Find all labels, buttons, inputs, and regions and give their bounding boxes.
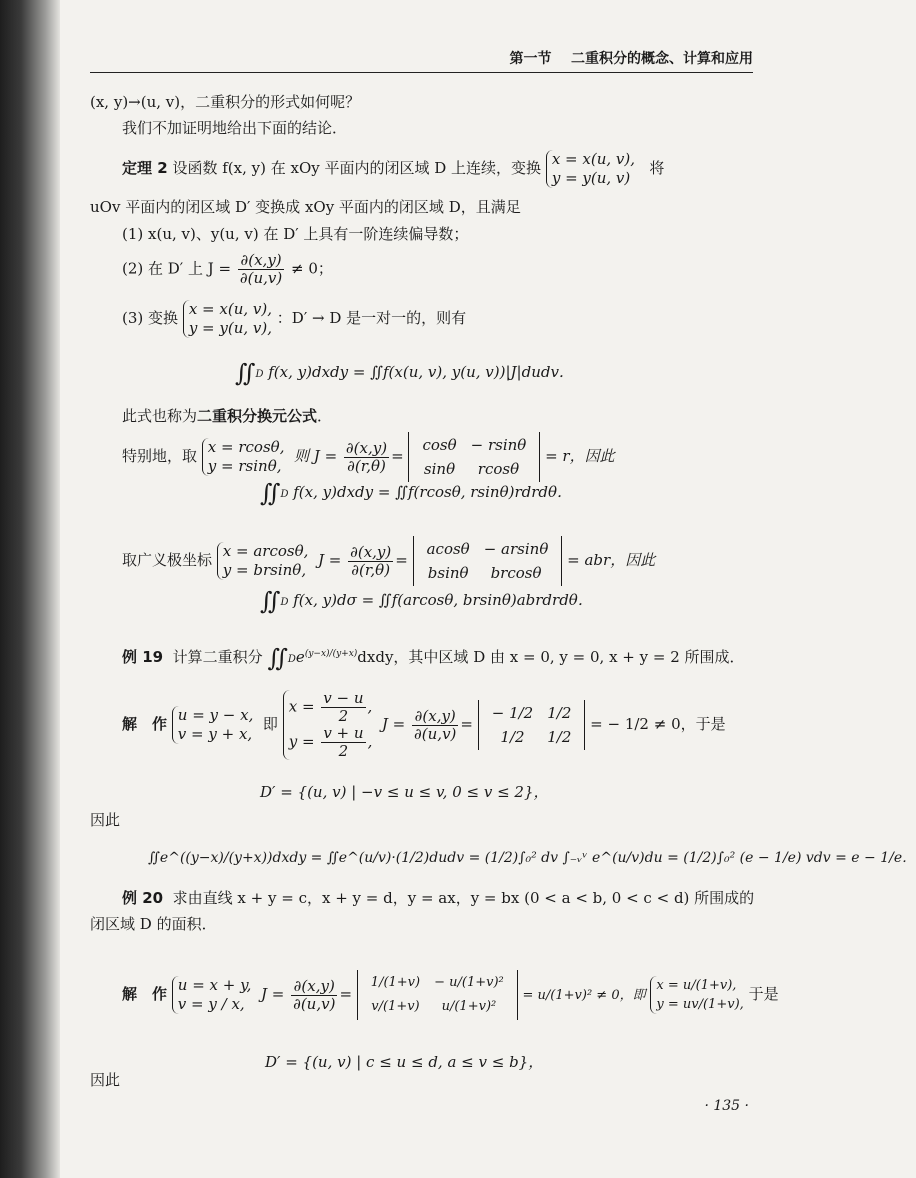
det-cell: 1/2 bbox=[547, 728, 572, 746]
s20-tail: 于是 bbox=[748, 985, 779, 1003]
det-cell: 1/2 bbox=[500, 728, 525, 746]
sys-eq-1: u = x + y, bbox=[177, 976, 252, 994]
header-section: 第一节 bbox=[509, 51, 552, 67]
s20-J: J = bbox=[260, 985, 285, 1003]
formula-example-19: ∬e^((y−x)/(y+x))dxdy = ∬e^(u/v)·(1/2)dudv = (1/2)∫₀² dv ∫₋ᵥᵛ e^(u/v)du = (1/2)∫₀² (e − 1/e) vdv = e − 1/e． bbox=[148, 850, 916, 866]
sys-eq-2: y = y(u, v), bbox=[188, 319, 273, 337]
l8c: ． bbox=[317, 407, 333, 425]
det-cell: 1/2 bbox=[547, 704, 572, 722]
frac-den: ∂(u,v) bbox=[239, 269, 283, 287]
det-cell: brcosθ bbox=[490, 564, 542, 582]
formula-generalized-polar: ∬D f(x, y)dσ = ∬f(arcosθ, brsinθ)abrdrdθ． bbox=[260, 587, 593, 615]
generalized-polar-line: 取广义极坐标 x = arcosθ, y = brsinθ, J = $\frac{\partial(x,y)}{\partial(r,\theta)}$ = acosθ − arsinθ bsinθ brcosθ = abr，因此 bbox=[122, 536, 655, 586]
example-20-line-2: 闭区域 D 的面积． bbox=[90, 915, 217, 933]
solution-20: 解 作 u = x + y, v = y / x, J = $\frac{\partial(x,y)}{\partial(u,v)}$ = 1/(1+v) − u/(1+v)² v/(1+v) u/(1+v)² = u/(1+v)² ≠ 0，即 x = u/(1+v), y = uv/(1+v), 于是 bbox=[122, 970, 779, 1020]
det-cell: − rsinθ bbox=[470, 436, 527, 454]
frac-num: ∂(x,y) bbox=[412, 708, 458, 726]
formula-3-text: f(x, y)dσ = ∬f(arcosθ, brsinθ)abrdrdθ． bbox=[293, 591, 593, 609]
example-tail: dxdy，其中区域 D 由 x = 0, y = 0, x + y = 2 所围成． bbox=[357, 648, 745, 666]
condition-1: (1) x(u, v)、y(u, v) 在 D′ 上具有一阶连续偏导数； bbox=[122, 225, 469, 243]
condition-2 bbox=[122, 252, 333, 287]
s19-region: D′ = {(u, v) | −v ≤ u ≤ v, 0 ≤ v ≤ 2}， bbox=[260, 783, 549, 801]
frac-den: ∂(u,v) bbox=[414, 724, 457, 743]
polar-post: = r，因此 bbox=[545, 447, 615, 465]
s20-inverse-system bbox=[650, 976, 743, 1014]
frac-den: ∂(r,θ) bbox=[347, 456, 386, 475]
condition-3 bbox=[122, 300, 466, 338]
sys-eq-2: v = y / x, bbox=[177, 995, 245, 1013]
c3-system bbox=[183, 300, 272, 338]
sys-eq-2: y = rsinθ, bbox=[207, 457, 282, 475]
sys-eq-1: x = rcosθ, bbox=[207, 438, 285, 456]
example-19: 例 19 计算二重积分 $∬De^{(y-x)/(y+x)}dxdy$，其中区域 D 由 x = 0, y = 0, x + y = 2 所围成． bbox=[122, 644, 745, 672]
polar-jacobian-fraction bbox=[344, 440, 389, 475]
s19-ji: 即 bbox=[262, 715, 278, 733]
s20-system bbox=[172, 976, 252, 1014]
polar-then: 则 J = bbox=[294, 447, 338, 465]
sys-eq-1: u = y − x, bbox=[177, 706, 254, 724]
formula-name: 二重积分换元公式 bbox=[197, 407, 318, 425]
det-cell: − u/(1+v)² bbox=[434, 975, 504, 990]
frac-den: 2 bbox=[338, 742, 349, 760]
header-title: 二重积分的概念、计算和应用 bbox=[571, 51, 753, 67]
det-cell: cosθ bbox=[422, 436, 457, 454]
s19-post: = − 1/2 ≠ 0，于是 bbox=[590, 715, 726, 733]
exponent: (y−x)/(y+x) bbox=[304, 649, 358, 659]
s19-determinant bbox=[478, 700, 586, 750]
frac-num: ∂(x,y) bbox=[345, 438, 388, 457]
double-integral-icon: ∬ bbox=[260, 587, 281, 615]
gpolar-system bbox=[217, 542, 309, 580]
example-20 bbox=[122, 888, 754, 908]
sys-eq-1: x = x(u, v), bbox=[551, 150, 635, 168]
c2-post: ≠ 0； bbox=[291, 259, 333, 278]
polar-line: 特别地，取 x = rcosθ, y = rsinθ, 则 J = $\frac{\partial(x,y)}{\partial(r,\theta)}$ = cosθ − rsinθ sinθ rcosθ = r，因此 bbox=[122, 432, 615, 482]
det-cell: 1/(1+v) bbox=[370, 975, 421, 990]
frac-num: ∂(x,y) bbox=[350, 542, 392, 561]
sys-eq-2: v = y + x, bbox=[177, 725, 253, 743]
polar-system bbox=[202, 438, 285, 476]
det-cell: v/(1+v) bbox=[371, 999, 420, 1014]
frac-den: ∂(u,v) bbox=[293, 994, 336, 1013]
line-1: (x, y)→(u, v)，二重积分的形式如何呢？ bbox=[90, 93, 361, 111]
line-8 bbox=[122, 406, 332, 426]
frac-num: v + u bbox=[323, 724, 364, 742]
line-4: uOv 平面内的闭区域 D′ 变换成 xOy 平面内的闭区域 D，且满足 bbox=[90, 198, 521, 216]
det-cell: − arsinθ bbox=[483, 540, 549, 558]
frac-den: 2 bbox=[338, 707, 349, 725]
sys-eq-1: x = arcosθ, bbox=[222, 542, 309, 560]
c3-post: ：D′ → D 是一对一的，则有 bbox=[276, 309, 467, 327]
sys-eq-2: y = y(u, v) bbox=[551, 169, 631, 187]
frac-den: ∂(r,θ) bbox=[351, 560, 391, 579]
s19-jacobian-fraction bbox=[412, 708, 458, 743]
formula-1-text: f(x, y)dxdy = ∬f(x(u, v), y(u, v))|J|dudv． bbox=[268, 363, 574, 381]
gpolar-post: = abr，因此 bbox=[567, 551, 656, 569]
det-cell: sinθ bbox=[423, 460, 456, 478]
s19-system bbox=[172, 706, 254, 744]
sys-eq-2: y = brsinθ, bbox=[222, 561, 307, 579]
double-integral-icon: ∬ bbox=[235, 359, 256, 387]
book-page bbox=[60, 0, 916, 1178]
book-spine-shadow bbox=[0, 0, 60, 1178]
theorem-tail: 将 bbox=[649, 159, 665, 177]
solution-label: 解 作 bbox=[122, 985, 168, 1003]
sys-eq-2: y = uv/(1+v), bbox=[656, 997, 744, 1012]
example-label: 例 20 bbox=[122, 889, 164, 907]
therefore-1: 因此 bbox=[90, 811, 121, 829]
theorem-label: 定理 2 bbox=[122, 159, 168, 177]
polar-determinant bbox=[408, 432, 540, 482]
double-integral-icon: ∬ bbox=[260, 479, 281, 507]
theorem-text: 设函数 f(x, y) 在 xOy 平面内的闭区域 D 上连续，变换 bbox=[172, 159, 542, 177]
s20-determinant bbox=[357, 970, 518, 1020]
example-label: 例 19 bbox=[122, 648, 164, 666]
gpolar-then: J = bbox=[317, 551, 342, 569]
running-header bbox=[90, 48, 753, 73]
gpolar-determinant bbox=[413, 536, 563, 586]
therefore-2: 因此 bbox=[90, 1071, 121, 1089]
formula-2-text: f(x, y)dxdy = ∬f(rcosθ, rsinθ)rdrdθ． bbox=[293, 483, 573, 501]
c3-pre: (3) 变换 bbox=[122, 309, 179, 327]
s20-jacobian-fraction bbox=[291, 978, 337, 1013]
page-number: · 135 · bbox=[704, 1098, 749, 1114]
s19-inverse-system: x = $\frac{v - u}{2}$ , y = $\frac{v + u}{2}$ , bbox=[283, 690, 373, 760]
line-2: 我们不加证明地给出下面的结论． bbox=[122, 119, 348, 137]
l8a: 此式也称为 bbox=[122, 407, 198, 425]
det-cell: u/(1+v)² bbox=[441, 999, 497, 1014]
c2-pre: (2) 在 D′ 上 J = bbox=[122, 259, 232, 278]
example-text: 求由直线 x + y = c，x + y = d，y = ax，y = bx (0 < a < b, 0 < c < d) 所围成的 bbox=[172, 889, 755, 907]
solution-label: 解 作 bbox=[122, 715, 168, 733]
det-cell: acosθ bbox=[426, 540, 470, 558]
frac-num: ∂(x,y) bbox=[238, 252, 284, 270]
sys-eq-1: x = x(u, v), bbox=[188, 300, 272, 318]
gpolar-jacobian-fraction bbox=[348, 544, 393, 579]
theorem-2 bbox=[122, 150, 664, 188]
frac-num: v − u bbox=[323, 689, 364, 707]
double-integral-icon: ∬ bbox=[267, 644, 288, 672]
formula-change-of-variables: ∬D f(x, y)dxdy = ∬f(x(u, v), y(u, v))|J|dudv． bbox=[235, 359, 574, 387]
formula-polar: ∬D f(x, y)dxdy = ∬f(rcosθ, rsinθ)rdrdθ． bbox=[260, 479, 573, 507]
example-text: 计算二重积分 bbox=[172, 648, 263, 666]
sys-eq-1: x = u/(1+v), bbox=[656, 978, 737, 993]
frac-num: ∂(x,y) bbox=[291, 978, 337, 996]
s20-post: = u/(1+v)² ≠ 0，即 bbox=[522, 988, 646, 1003]
det-cell: − 1/2 bbox=[491, 704, 534, 722]
s20-region: D′ = {(u, v) | c ≤ u ≤ d, a ≤ v ≤ b}， bbox=[265, 1053, 544, 1071]
polar-pre: 特别地，取 bbox=[122, 447, 198, 465]
gpolar-pre: 取广义极坐标 bbox=[122, 551, 213, 569]
solution-19: 解 作 u = y − x, v = y + x, 即 x = $\frac{v - u}{2}$ , y = $\frac{v + u}{2}$ , J = $\frac{\partial(x,y)}{\partial(u,v)}$ = − 1/2 1/2 1/2 1/2 = − 1/2 ≠ 0，于是 bbox=[122, 689, 726, 760]
jacobian-fraction bbox=[238, 252, 284, 287]
s19-J: J = bbox=[381, 715, 406, 733]
det-cell: bsinθ bbox=[427, 564, 469, 582]
theorem-transform-system bbox=[546, 150, 635, 188]
det-cell: rcosθ bbox=[477, 460, 520, 478]
